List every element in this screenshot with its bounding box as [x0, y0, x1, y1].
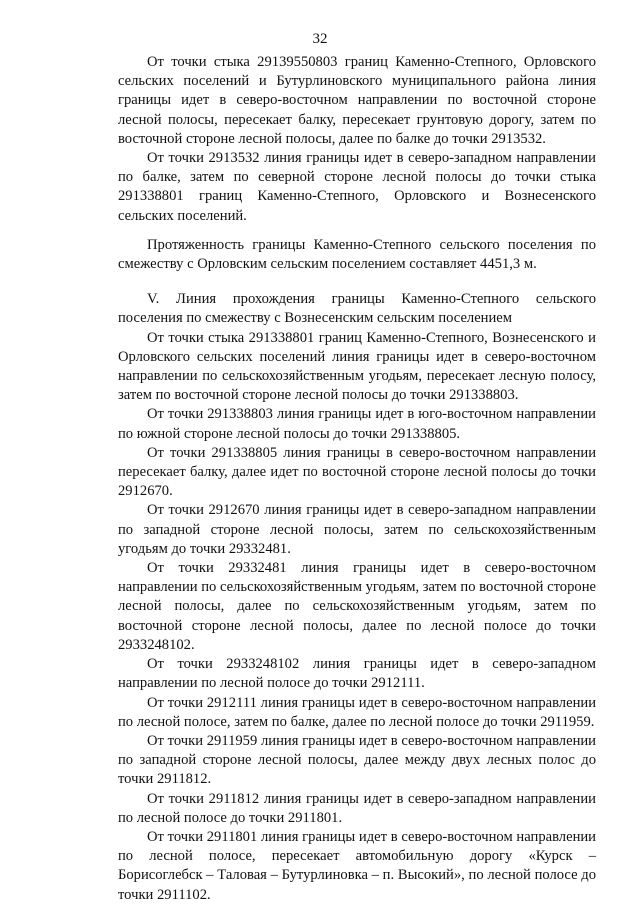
document-body — [118, 53, 596, 905]
paragraph-9: От точки 29332481 линия границы идет в северо-восточном направлении по сельскохозяйственным угодьям, затем по восточной стороне лесной полосы, далее по сельскохозяйственным угодьям, затем по восточной стороне лесной полосы, далее по лесной полосе до точки 2933248102. — [118, 560, 596, 653]
section-heading-v: V. Линия прохождения границы Каменно-Степного сельского поселения по смежеству с Вознесенским сельским поселением — [118, 291, 596, 327]
paragraph-14: От точки 2911801 линия границы идет в северо-восточном направлении по лесной полосе, пересекает автомобильную дорогу «Курск – Борисоглебск – Таловая – Бутурлиновка – п. Высокий», по лесной полосе до точки 2911102. — [118, 828, 596, 903]
paragraph-1: От точки стыка 29139550803 границ Каменно-Степного, Орловского сельских поселений и Бутурлиновского муниципального района линия границы идет в северо-восточном направлении по восточной стороне лесной полосы, пересекает балку, пересекает грунтовую дорогу, затем по восточной стороне лесной полосы, далее по балке до точки 2913532. — [118, 54, 596, 147]
paragraph-length-summary: Протяженность границы Каменно-Степного сельского поселения по смежеству с Орловским сельским поселением составляет 4451,3 м. — [118, 236, 596, 273]
paragraph-7: От точки 291338805 линия границы в северо-восточном направлении пересекает балку, далее идет по восточной стороне лесной полосы до точки 2912670. — [118, 444, 596, 500]
paragraph-2: От точки 2913532 линия границы идет в северо-западном направлении по балке, затем по северной стороне лесной полосы до точки стыка 291338801 границ Каменно-Степного, Орловского и Вознесенского сельских поселений. — [118, 150, 596, 224]
paragraph-10: От точки 2933248102 линия границы идет в северо-западном направлении по лесной полосе до точки 2912111. — [118, 656, 596, 692]
page-number: 32 — [312, 31, 328, 47]
paragraph-8: От точки 2912670 линия границы идет в северо-западном направлении по западной стороне лесной полосы, затем по сельскохозяйственным угодьям до точки 29332481. — [118, 502, 596, 557]
paragraph-5: От точки стыка 291338801 границ Каменно-Степного, Вознесенского и Орловского сельских поселений линия границы идет в северо-восточном направлении по сельскохозяйственным угодьям, пересекает лесную полосу, затем по восточной стороне лесной полосы до точки 291338803. — [118, 329, 596, 404]
paragraph-11: От точки 2912111 линия границы идет в северо-восточном направлении по лесной полосе, затем по балке, далее по лесной полосе до точки 2911959. — [118, 694, 596, 730]
paragraph-12: От точки 2911959 линия границы идет в северо-восточном направлении по западной стороне лесной полосы, далее между двух лесных полос до точки 2911812. — [118, 732, 596, 788]
paragraph-6: От точки 291338803 линия границы идет в юго-восточном направлении по южной стороне лесной полосы до точки 291338805. — [118, 406, 596, 442]
paragraph-13: От точки 2911812 линия границы идет в северо-западном направлении по лесной полосе до точки 2911801. — [118, 790, 596, 826]
